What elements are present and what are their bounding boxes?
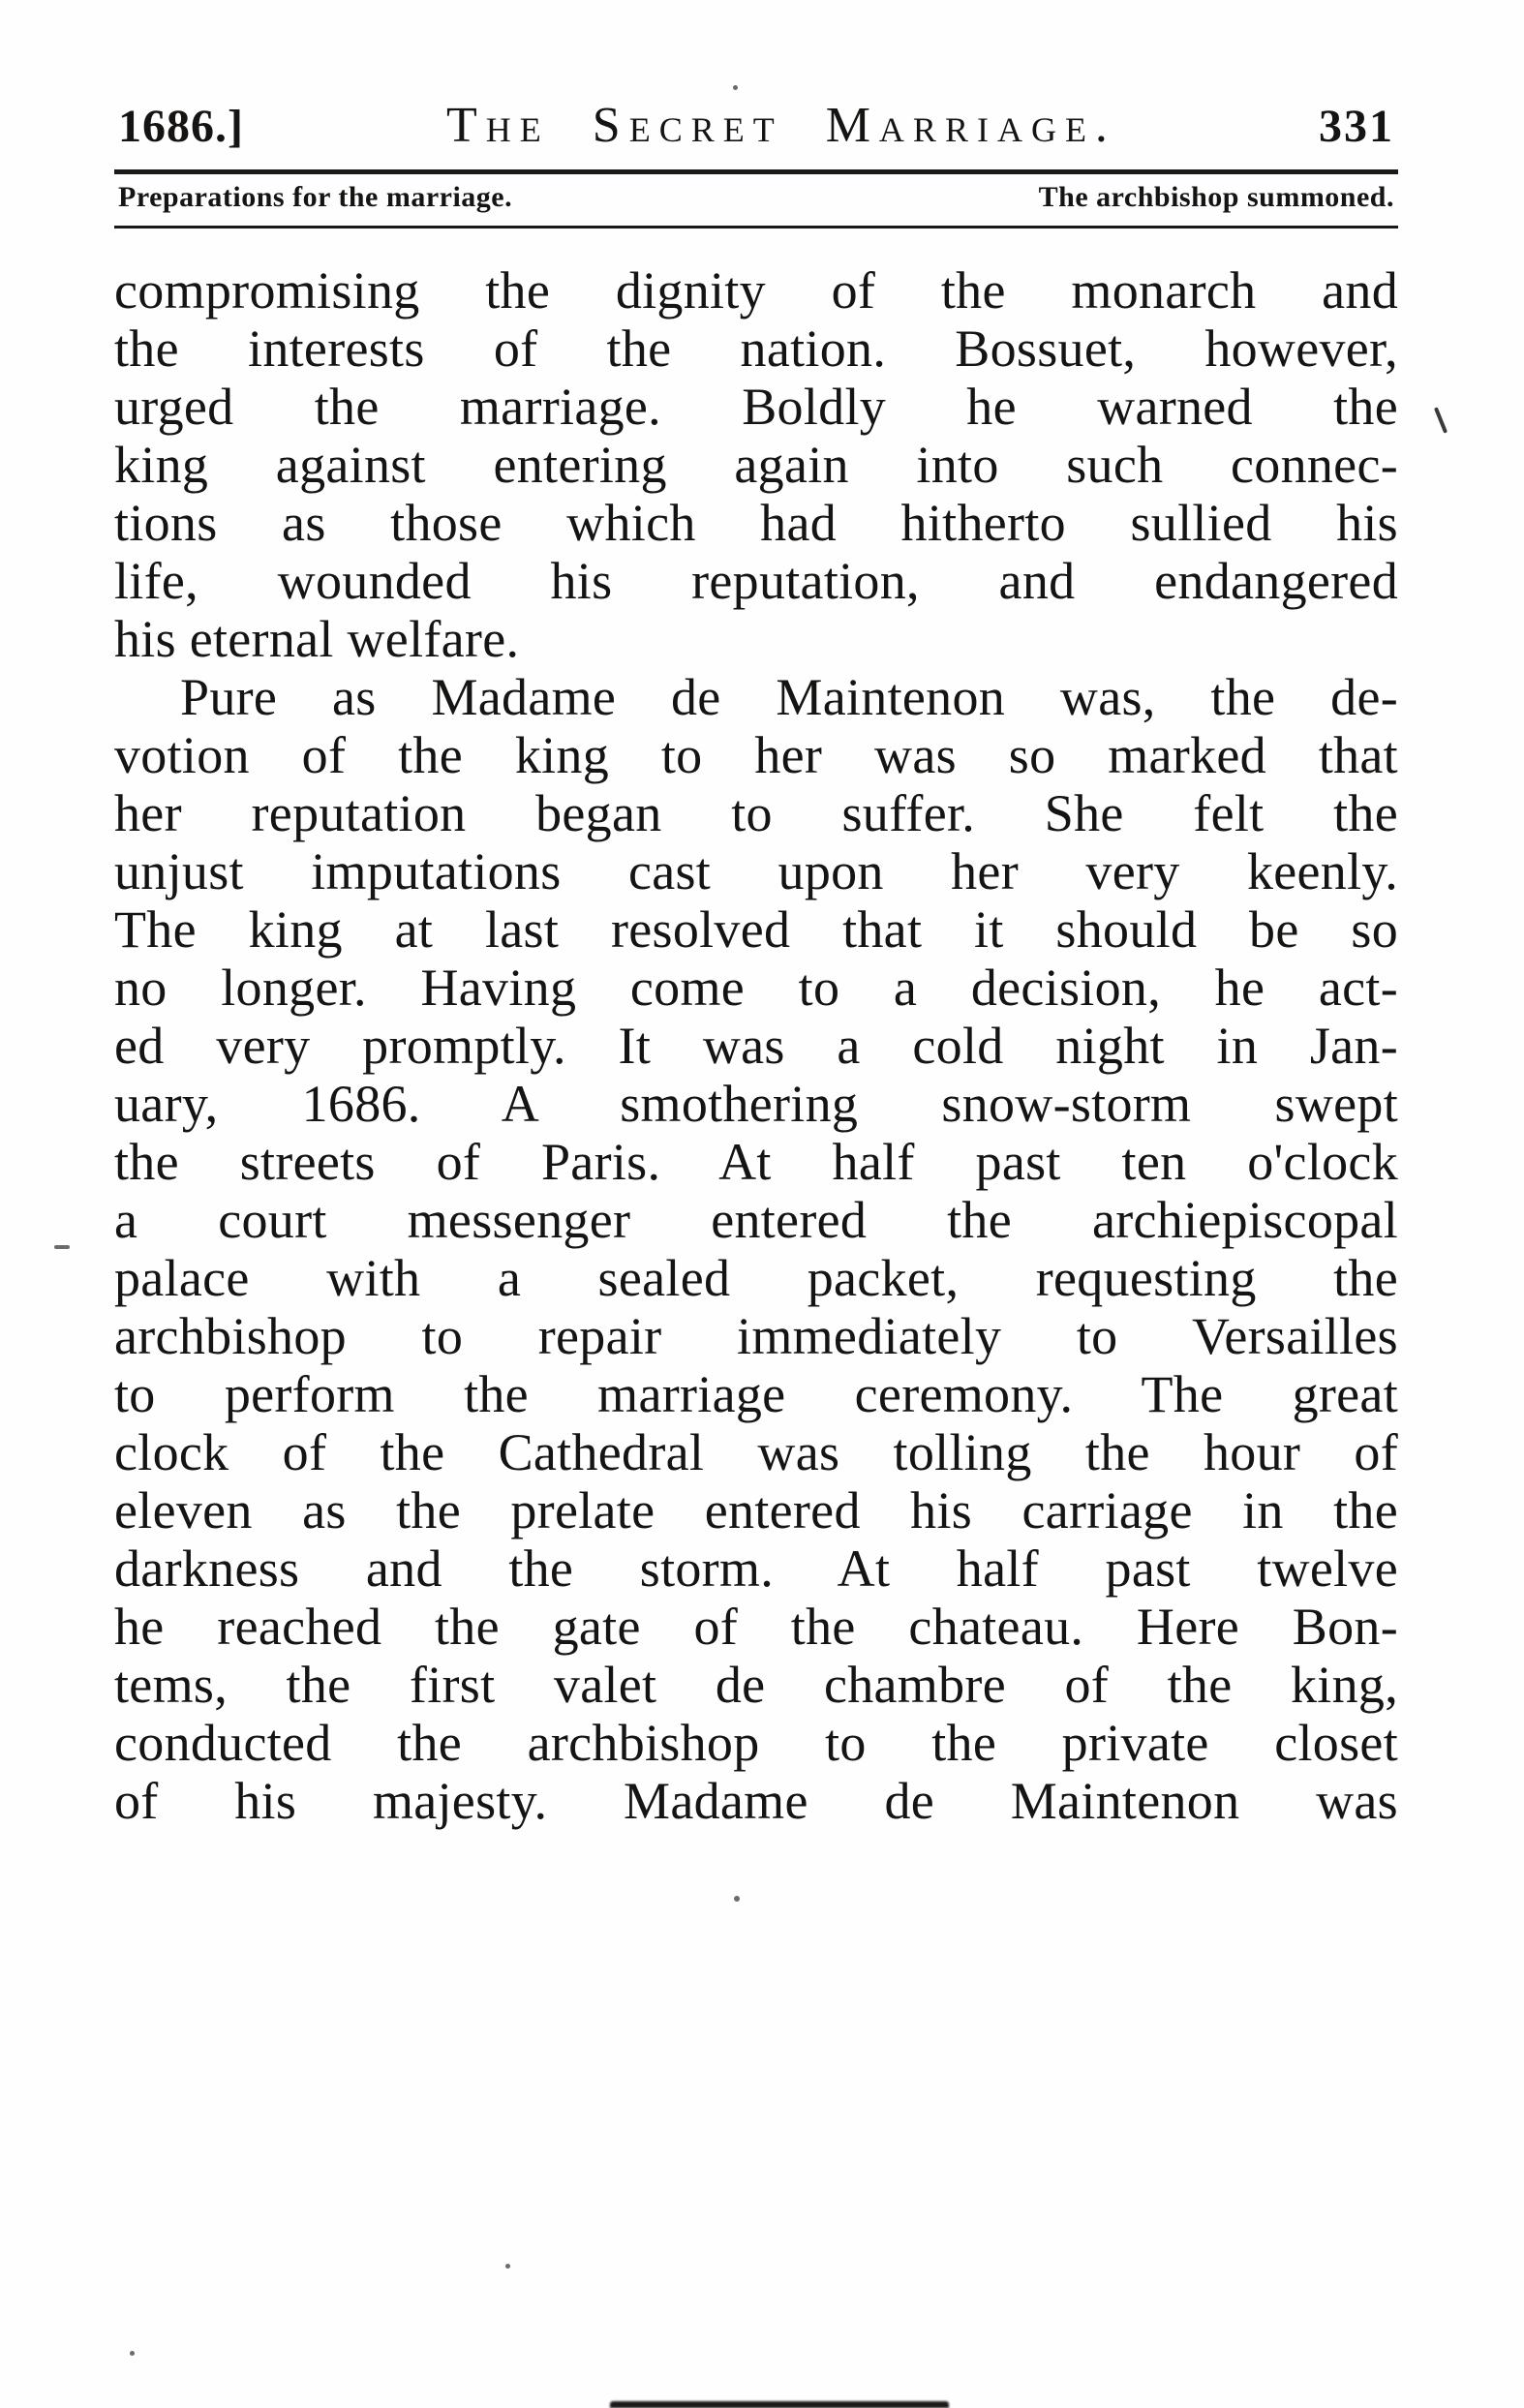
text-line: Pure as Madame de Maintenon was, the de- bbox=[180, 668, 1398, 726]
text-line: compromising the dignity of the monarch and bbox=[114, 261, 1398, 320]
text-line: to perform the marriage ceremony. The great bbox=[114, 1365, 1398, 1423]
text-line: he reached the gate of the chateau. Here Bon- bbox=[114, 1598, 1398, 1656]
running-head-left: Preparations for the marriage. bbox=[118, 181, 513, 213]
scan-speck bbox=[733, 85, 738, 90]
running-head-right: The archbishop summoned. bbox=[1038, 181, 1394, 213]
text-line: archbishop to repair immediately to Versailles bbox=[114, 1307, 1398, 1365]
page-header bbox=[114, 97, 1398, 154]
text-line: life, wounded his reputation, and endangered bbox=[114, 552, 1398, 610]
margin-pen-mark bbox=[1434, 407, 1448, 433]
header-page-number: 331 bbox=[1318, 101, 1394, 152]
text-line: the streets of Paris. At half past ten o'clock bbox=[114, 1133, 1398, 1191]
header-title: The Secret Marriage. bbox=[446, 98, 1116, 153]
text-line: a court messenger entered the archiepiscopal bbox=[114, 1191, 1398, 1249]
text-line: The king at last resolved that it should be so bbox=[114, 900, 1398, 959]
text-line: eleven as the prelate entered his carriage in the bbox=[114, 1481, 1398, 1539]
text-line: his eternal welfare. bbox=[114, 610, 520, 668]
text-line: her reputation began to suffer. She felt the bbox=[114, 784, 1398, 842]
text-line: urged the marriage. Boldly he warned the bbox=[114, 378, 1398, 436]
text-line: tems, the first valet de chambre of the king, bbox=[114, 1656, 1398, 1714]
text-line: unjust imputations cast upon her very keenly. bbox=[114, 842, 1398, 900]
text-line: darkness and the storm. At half past twelve bbox=[114, 1539, 1398, 1598]
text-line: of his majesty. Madame de Maintenon was bbox=[114, 1772, 1398, 1830]
text-line: tions as those which had hitherto sullied his bbox=[114, 494, 1398, 552]
text-line: palace with a sealed packet, requesting the bbox=[114, 1249, 1398, 1307]
text-line: king against entering again into such connec- bbox=[114, 436, 1398, 494]
body-text bbox=[114, 261, 1398, 1830]
text-line: the interests of the nation. Bossuet, however, bbox=[114, 320, 1398, 378]
scan-speck bbox=[130, 2351, 135, 2356]
text-line: uary, 1686. A smothering snow-storm swept bbox=[114, 1075, 1398, 1133]
scan-speck bbox=[54, 1245, 70, 1249]
page-content bbox=[114, 97, 1398, 1830]
scan-speck bbox=[734, 1896, 740, 1902]
bottom-edge-smudge bbox=[610, 2401, 949, 2408]
text-line: clock of the Cathedral was tolling the hour of bbox=[114, 1423, 1398, 1481]
text-line: conducted the archbishop to the private closet bbox=[114, 1714, 1398, 1772]
text-line: no longer. Having come to a decision, he act- bbox=[114, 959, 1398, 1017]
scan-speck bbox=[505, 2264, 510, 2269]
running-heads bbox=[114, 169, 1398, 229]
text-line: ed very promptly. It was a cold night in Jan- bbox=[114, 1017, 1398, 1075]
header-year: 1686.] bbox=[118, 101, 244, 152]
text-line: votion of the king to her was so marked that bbox=[114, 726, 1398, 784]
